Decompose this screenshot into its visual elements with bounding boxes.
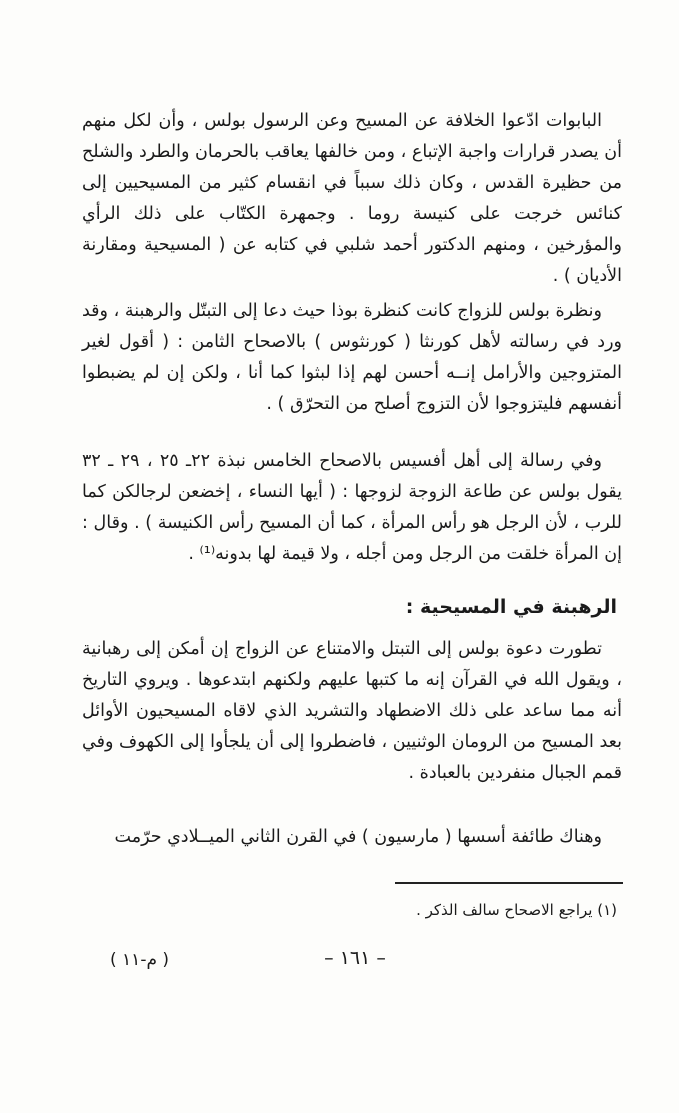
paragraph-2 — [82, 296, 622, 426]
paragraph-2-text: ونظرة بولس للزواج كانت كنظرة بوذا حيث دعا إلى التبتّل والرهبنة ، وقد ورد في رسالته لأهل كورنثا ( كورنثوس ) بالاصحاح الثامن : ( أقول لغير المتزوجين والأرامل إنــه أحسن لهم إذا لبثوا كما أنا ، ولكن إن لم يضبطوا أنفسهم فليتزوجوا لأن التزوج أصلح من التحرّق ) . — [82, 301, 622, 414]
paragraph-5-text: وهناك طائفة أسسها ( مارسيون ) في القرن الثاني الميــلادي حرّمت — [114, 827, 602, 847]
paragraph-4-text: تطورت دعوة بولس إلى التبتل والامتناع عن الزواج إن أمكن إلى رهبانية ، ويقول الله في القرآن إنه ما كتبها عليهم ولكنهم ابتدعوها . ويروي التاريخ أنه مما ساعد على ذلك الاضطهاد والتشريد الذي لاقاه المسيحيون الأوائل بعد المسيح من الرومان الوثنيين ، فاضطروا إلى أن يلجأوا إلى الكهوف وفي قمم الجبال منفردين بالعبادة . — [82, 639, 622, 783]
paragraph-3 — [82, 446, 622, 581]
paragraph-5 — [82, 822, 622, 857]
footnote: (١) يراجع الاصحاح سالف الذكر . — [416, 901, 617, 919]
section-heading: الرهبنة في المسيحية : — [405, 596, 617, 618]
printer-signature-mark: ( م-١١ ) — [110, 950, 170, 970]
paragraph-4 — [82, 634, 622, 794]
paragraph-3-text: وفي رسالة إلى أهل أفسيس بالاصحاح الخامس نبذة ٢٢ـ ٢٥ ، ٢٩ ـ ٣٢ يقول بولس عن طاعة الزوجة لزوجها : ( أيها النساء ، إخضعن لرجالكن كما للرب ، لأن الرجل هو رأس المرأة ، كما أن المسيح رأس الكنيسة ) . وقال : إن المرأة خلقت من الرجل ومن أجله ، ولا قيمة لها بدونه⁽¹⁾ . — [82, 451, 622, 564]
paragraph-1 — [82, 106, 622, 286]
page-number: – ١٦١ – — [324, 947, 386, 969]
footnote-divider — [395, 882, 623, 884]
paragraph-1-text: البابوات ادّعوا الخلافة عن المسيح وعن الرسول بولس ، وأن لكل منهم أن يصدر قرارات واجبة الإتباع ، ومن خالفها يعاقب بالحرمان والطرد والشلح من حظيرة القدس ، وكان ذلك سبباً في انقسام كثير من المسيحيين إلى كنائس خرجت على كنيسة روما . وجمهرة الكتّاب على ذلك الرأي والمؤرخين ، ومنهم الدكتور أحمد شلبي في كتابه عن ( المسيحية ومقارنة الأديان ) . — [82, 111, 622, 286]
